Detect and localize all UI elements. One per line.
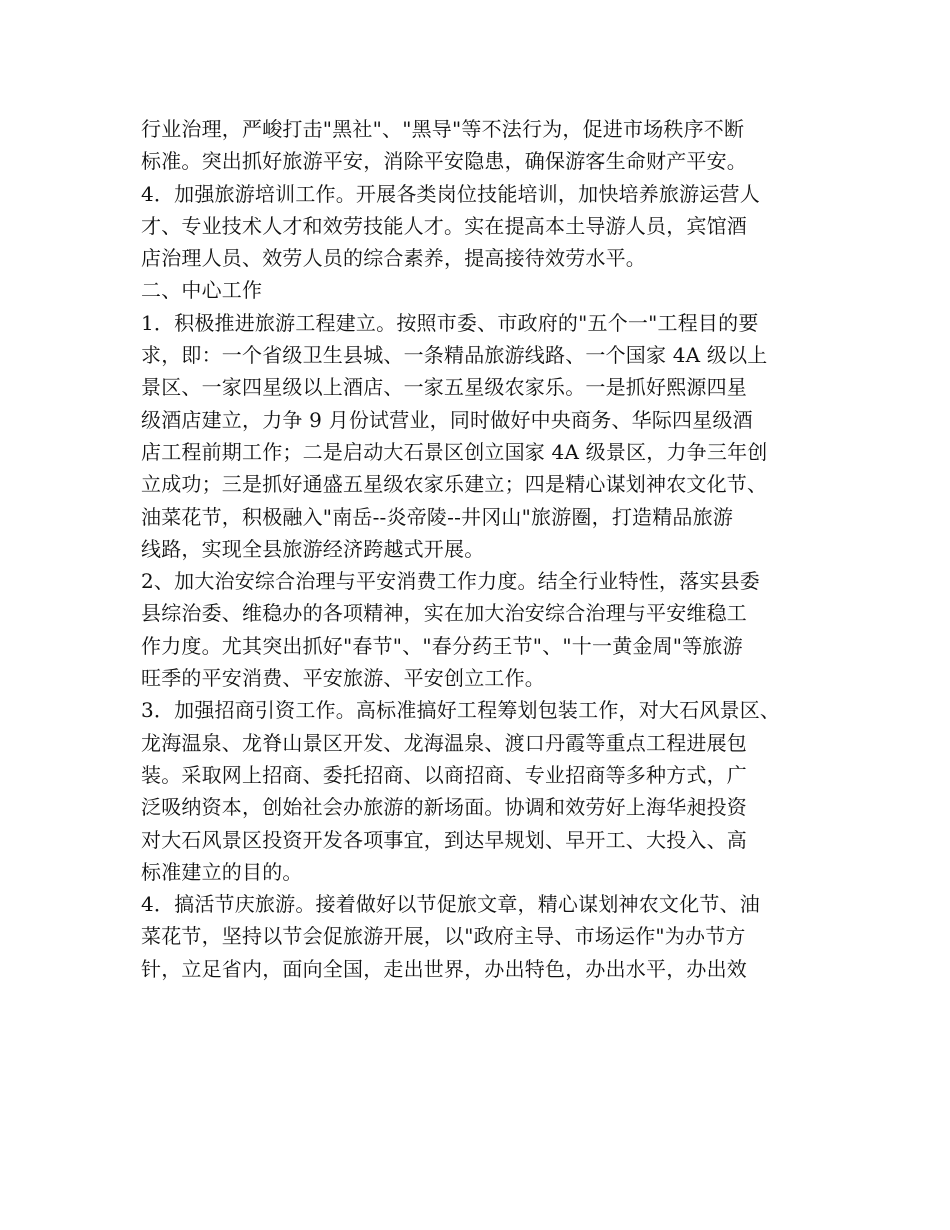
text-line: 4．加强旅游培训工作。开展各类岗位技能培训，加快培养旅游运营人 — [141, 181, 760, 206]
text-line: 针，立足省内，面向全国，走出世界，办出特色，办出水平，办出效 — [141, 956, 747, 981]
text-line: 对大石风景区投资开发各项事宜，到达早规划、早开工、大投入、高 — [141, 827, 747, 852]
text-line: 旺季的平安消费、平安旅游、平安创立工作。 — [141, 666, 545, 691]
text-line: 行业治理，严峻打击"黑社"、"黑导"等不法行为，促进市场秩序不断 — [141, 117, 745, 141]
text-line: 线路，实现全县旅游经济跨越式开展。 — [141, 536, 485, 561]
text-line: 装。采取网上招商、委托招商、以商招商、专业招商等多种方式，广 — [141, 762, 747, 787]
text-line: 2、加大治安综合治理与平安消费工作力度。结全行业特性，落实县委 — [141, 569, 760, 594]
text-line: 作力度。尤其突出抓好"春节"、"春分药王节"、"十一黄金周"等旅游 — [141, 633, 743, 658]
text-line: 1．积极推进旅游工程建立。按照市委、市政府的"五个一"工程目的要 — [141, 310, 759, 335]
text-line: 菜花节，坚持以节会促旅游开展，以"政府主导、市场运作"为办节方 — [141, 924, 746, 949]
section-heading: 二、中心工作 — [141, 278, 263, 303]
text-line: 龙海温泉、龙脊山景区开发、龙海温泉、渡口丹霞等重点工程进展包 — [141, 730, 747, 755]
document-body — [141, 113, 821, 985]
text-line: 景区、一家四星级以上酒店、一家五星级农家乐。一是抓好熙源四星 — [141, 375, 747, 400]
text-line: 店工程前期工作；二是启动大石景区创立国家 4A 级景区，力争三年创 — [141, 439, 768, 464]
text-line: 店治理人员、效劳人员的综合素养，提高接待效劳水平。 — [141, 246, 646, 271]
text-line: 油菜花节，积极融入"南岳--炎帝陵--井冈山"旅游圈，打造精品旅游 — [141, 504, 734, 529]
text-line: 泛吸纳资本，创始社会办旅游的新场面。协调和效劳好上海华昶投资 — [141, 795, 747, 820]
text-line: 立成功；三是抓好通盛五星级农家乐建立；四是精心谋划神农文化节、 — [141, 472, 768, 497]
text-line: 县综治委、维稳办的各项精神，实在加大治安综合治理与平安维稳工 — [141, 601, 747, 626]
text-line: 标准建立的目的。 — [141, 859, 303, 884]
text-line: 才、专业技术人才和效劳技能人才。实在提高本土导游人员，宾馆酒 — [141, 213, 747, 238]
text-line: 标准。突出抓好旅游平安，消除平安隐患，确保游客生命财产平安。 — [141, 149, 747, 174]
text-line: 级酒店建立，力争 9 月份试营业，同时做好中央商务、华际四星级酒 — [141, 407, 753, 432]
text-line: 4．搞活节庆旅游。接着做好以节促旅文章，精心谋划神农文化节、油 — [141, 892, 760, 917]
text-line: 求，即：一个省级卫生县城、一条精品旅游线路、一个国家 4A 级以上 — [141, 343, 768, 368]
text-line: 3．加强招商引资工作。高标准搞好工程筹划包装工作，对大石风景区、 — [141, 698, 781, 723]
